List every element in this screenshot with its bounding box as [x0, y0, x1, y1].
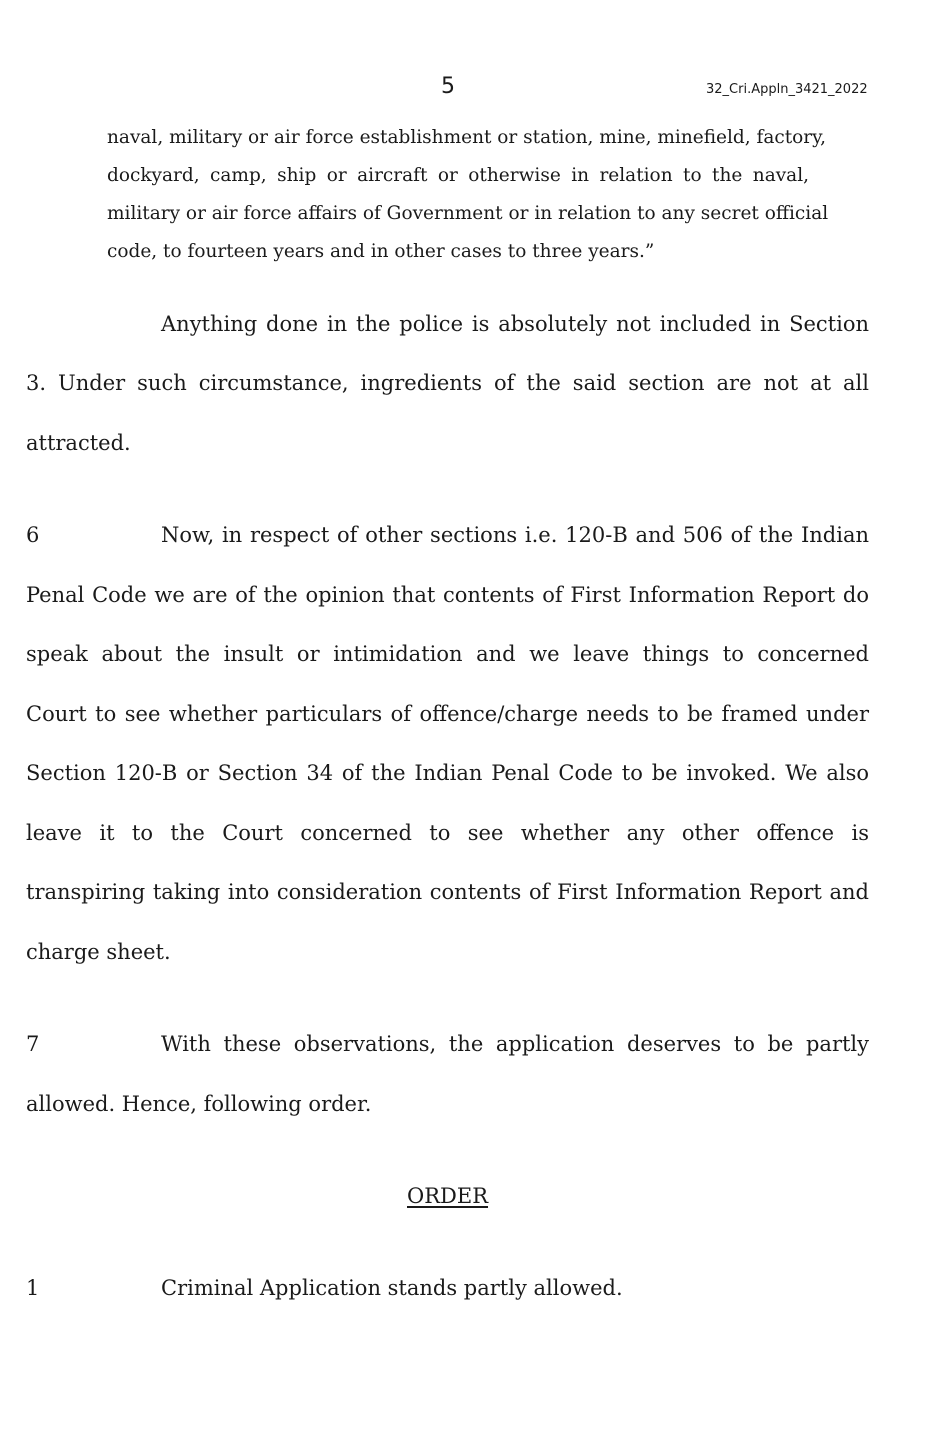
paragraph-line: 3. Under such circumstance, ingredients of the said section are not at all [26, 371, 869, 395]
paragraph-number: 6 [26, 523, 40, 547]
paragraph-line: Court to see whether particulars of offence/charge needs to be framed under [26, 702, 869, 726]
paragraph-line: attracted. [26, 431, 131, 455]
paragraph-line: With these observations, the application deserves to be partly [161, 1032, 869, 1056]
quote-line: code, to fourteen years and in other cases to three years.” [107, 241, 655, 262]
paragraph-line: transpiring taking into consideration contents of First Information Report and [26, 880, 869, 904]
paragraph-line: charge sheet. [26, 940, 171, 964]
paragraph-line: allowed. Hence, following order. [26, 1092, 372, 1116]
paragraph-line: leave it to the Court concerned to see whether any other offence is [26, 821, 869, 845]
paragraph-line: Penal Code we are of the opinion that contents of First Information Report do [26, 583, 869, 607]
order-item-number: 1 [26, 1276, 40, 1300]
order-heading: ORDER [407, 1184, 489, 1208]
quote-line: dockyard, camp, ship or aircraft or otherwise in relation to the naval, [107, 165, 809, 186]
paragraph-line: speak about the insult or intimidation and we leave things to concerned [26, 642, 869, 666]
paragraph-line: Section 120-B or Section 34 of the Indian Penal Code to be invoked. We also [26, 761, 869, 785]
paragraph-line: Anything done in the police is absolutely not included in Section [161, 312, 869, 336]
quote-line: military or air force affairs of Government or in relation to any secret official [107, 203, 829, 224]
order-item-text: Criminal Application stands partly allowed. [161, 1276, 623, 1300]
page-number: 5 [441, 74, 455, 99]
case-reference: 32_Cri.Appln_3421_2022 [706, 82, 868, 97]
paragraph-line: Now, in respect of other sections i.e. 120-B and 506 of the Indian [161, 523, 869, 547]
quote-line: naval, military or air force establishment or station, mine, minefield, factory, [107, 127, 827, 148]
paragraph-number: 7 [26, 1032, 40, 1056]
